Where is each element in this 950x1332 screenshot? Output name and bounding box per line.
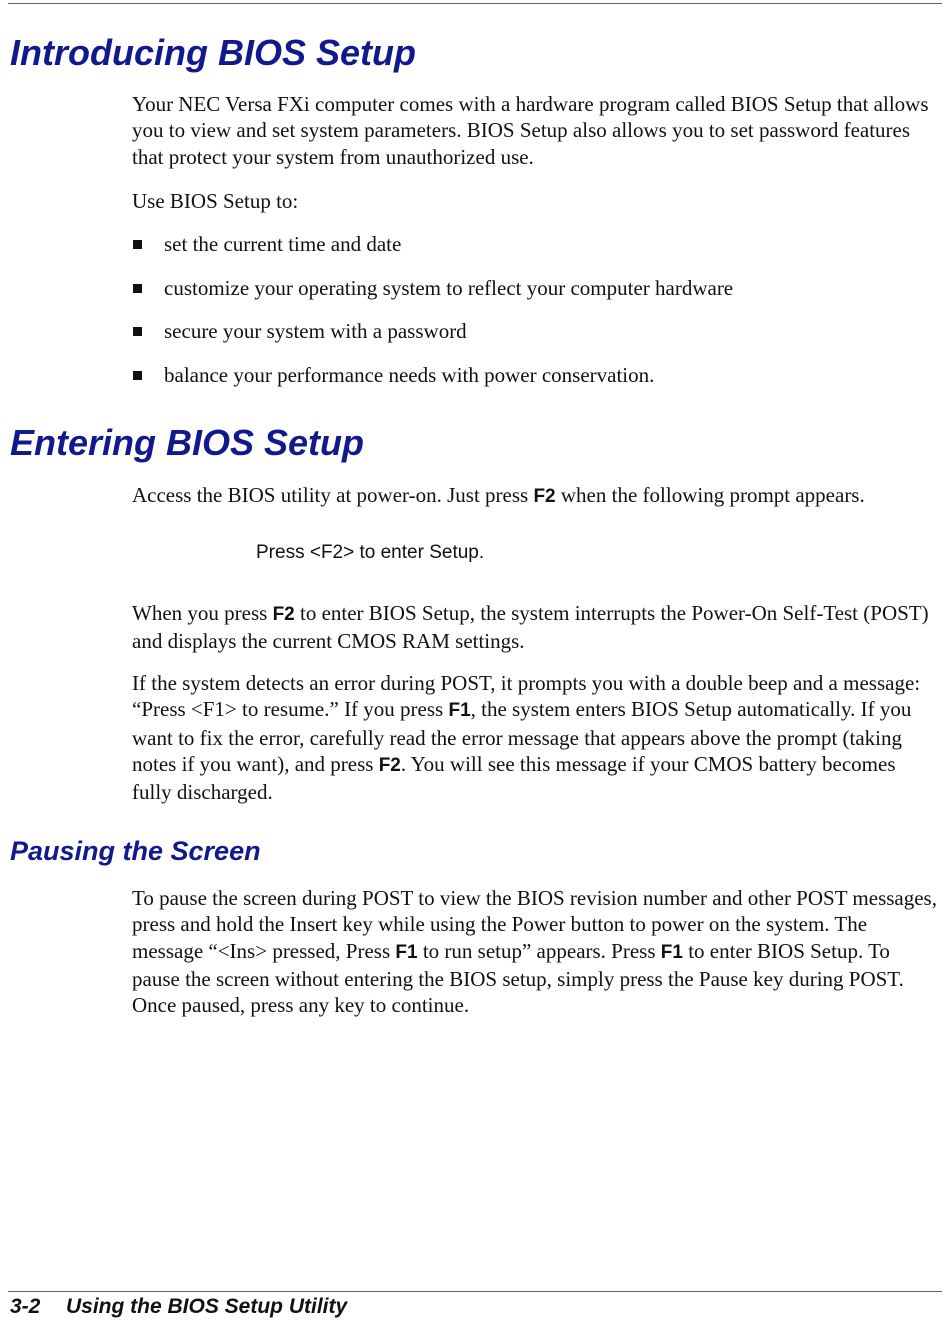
intro-paragraph: Your NEC Versa FXi computer comes with a hardware program called BIOS Setup that allows you to view and set system parameters. BIOS Setup also allows you to set password features that protect your system from unauthorized use. xyxy=(132,92,929,169)
key-f2: F2 xyxy=(533,486,556,507)
key-f2: F2 xyxy=(378,754,401,776)
list-item xyxy=(132,362,733,406)
list-item xyxy=(132,275,733,319)
footer-rule xyxy=(8,1291,942,1292)
when-paragraph xyxy=(132,600,937,655)
chapter-title: Using the BIOS Setup Utility xyxy=(66,1295,348,1318)
heading-entering-bios-setup: Entering BIOS Setup xyxy=(10,422,365,463)
pausing-text-part1: To pause the screen during POST to view the BIOS revision number and other POST messages, press and hold the Insert key while using the Power button to power on the system. The message “<Ins> pressed, Press xyxy=(132,886,937,963)
error-text-part2: , the system enters BIOS Setup automatically. If you want to fix the error, carefully read the error message that appears above the prompt (taking notes if you want), and press xyxy=(132,697,912,776)
page-footer xyxy=(10,1294,347,1320)
access-paragraph xyxy=(132,482,937,510)
access-text-after: when the following prompt appears. xyxy=(555,483,865,507)
list-item-text: secure your system with a password xyxy=(164,319,467,343)
setup-prompt-message: Press <F2> to enter Setup. xyxy=(256,542,485,563)
key-f2: F2 xyxy=(272,604,295,625)
pausing-text-part2: to run setup” appears. Press xyxy=(417,938,661,963)
square-bullet-icon xyxy=(133,240,142,249)
key-f1: F1 xyxy=(448,700,471,722)
access-text-before: Access the BIOS utility at power-on. Just press xyxy=(132,483,534,507)
key-f1: F1 xyxy=(660,941,683,963)
error-paragraph xyxy=(132,670,937,805)
pausing-paragraph xyxy=(132,885,937,1018)
when-text-before: When you press xyxy=(132,601,273,625)
when-text-after: to enter BIOS Setup, the system interrupts the Power-On Self-Test (POST) and displays the current CMOS RAM settings. xyxy=(132,601,929,654)
pausing-text-part3: to enter BIOS Setup. To pause the screen without entering the BIOS setup, simply press the Pause key during POST. Once paused, press any key to continue. xyxy=(132,938,904,1018)
heading-introducing-bios-setup: Introducing BIOS Setup xyxy=(10,32,416,73)
list-item-text: customize your operating system to reflect your computer hardware xyxy=(164,275,734,300)
square-bullet-icon xyxy=(133,327,142,336)
bios-uses-list xyxy=(132,231,733,405)
error-text-part3: . You will see this message if your CMOS battery becomes fully discharged. xyxy=(132,751,896,805)
error-text-part1: If the system detects an error during POST, it prompts you with a double beep and a message: “Press <F1> to resume.” If you press xyxy=(132,671,921,722)
square-bullet-icon xyxy=(133,371,142,380)
use-bios-lead-in: Use BIOS Setup to: xyxy=(132,189,299,213)
square-bullet-icon xyxy=(133,284,142,293)
top-rule xyxy=(8,3,942,4)
list-item xyxy=(132,231,733,275)
list-item-text: balance your performance needs with power conservation. xyxy=(164,362,655,387)
list-item-text: set the current time and date xyxy=(164,232,402,256)
heading-pausing-the-screen: Pausing the Screen xyxy=(10,836,261,866)
list-item xyxy=(132,318,733,362)
page-number: 3-2 xyxy=(10,1295,41,1318)
key-f1: F1 xyxy=(395,941,418,963)
